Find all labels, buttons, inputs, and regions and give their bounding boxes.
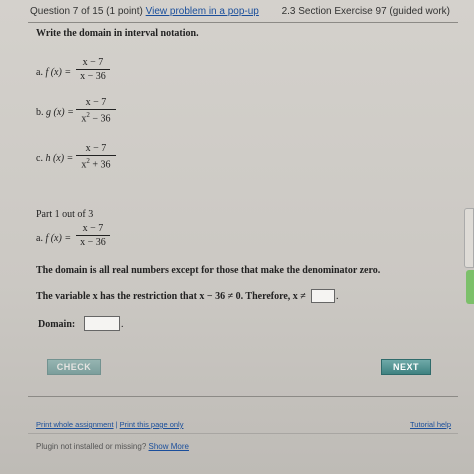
show-more-link[interactable]: Show More [148, 442, 189, 451]
part-b-fraction: x − 7 $x^2 - 36$ [76, 97, 116, 124]
restriction-period: . [336, 291, 339, 302]
plugin-notice: Plugin not installed or missing? Show More [36, 442, 189, 451]
question-label: Question 7 of 15 (1 point) [30, 6, 143, 17]
print-page-link[interactable]: Print this page only [119, 420, 184, 429]
side-tab[interactable] [464, 208, 474, 268]
question-header [30, 6, 259, 17]
domain-input[interactable] [84, 316, 120, 331]
explanation-text: The domain is all real numbers except for those that make the denominator zero. [36, 265, 381, 276]
restriction-input[interactable] [311, 289, 335, 303]
footer-divider [28, 396, 458, 397]
check-button[interactable]: CHECK [47, 359, 101, 375]
part-progress: Part 1 out of 3 [36, 209, 94, 220]
part-a-fraction: x − 7 x − 36 [76, 57, 110, 82]
next-button[interactable]: NEXT [381, 359, 431, 375]
print-links: Print whole assignment | Print this page only [36, 420, 184, 429]
popup-link[interactable]: View problem in a pop-up [145, 6, 259, 17]
instruction: Write the domain in interval notation. [36, 28, 199, 39]
part-c-label: c. h (x) = [36, 153, 74, 164]
part-b-label: b. g (x) = [36, 107, 74, 118]
print-whole-link[interactable]: Print whole assignment [36, 420, 114, 429]
part-a-label: a. f (x) = [36, 67, 72, 78]
header-divider [28, 22, 458, 23]
current-part-label: a. f (x) = [36, 233, 72, 244]
footer-divider-2 [28, 433, 458, 434]
domain-period: . [121, 319, 124, 330]
tutorial-help-link[interactable]: Tutorial help [410, 420, 451, 429]
current-fraction: x − 7 x − 36 [76, 223, 110, 248]
domain-label: Domain: [38, 319, 76, 330]
part-c-fraction: x − 7 $x^2 + 36$ [76, 143, 116, 170]
restriction-text: The variable x has the restriction that x − 36 ≠ 0. Therefore, x ≠ [36, 291, 306, 302]
section-title: 2.3 Section Exercise 97 (guided work) [281, 6, 450, 17]
side-tab-green[interactable] [466, 270, 474, 304]
